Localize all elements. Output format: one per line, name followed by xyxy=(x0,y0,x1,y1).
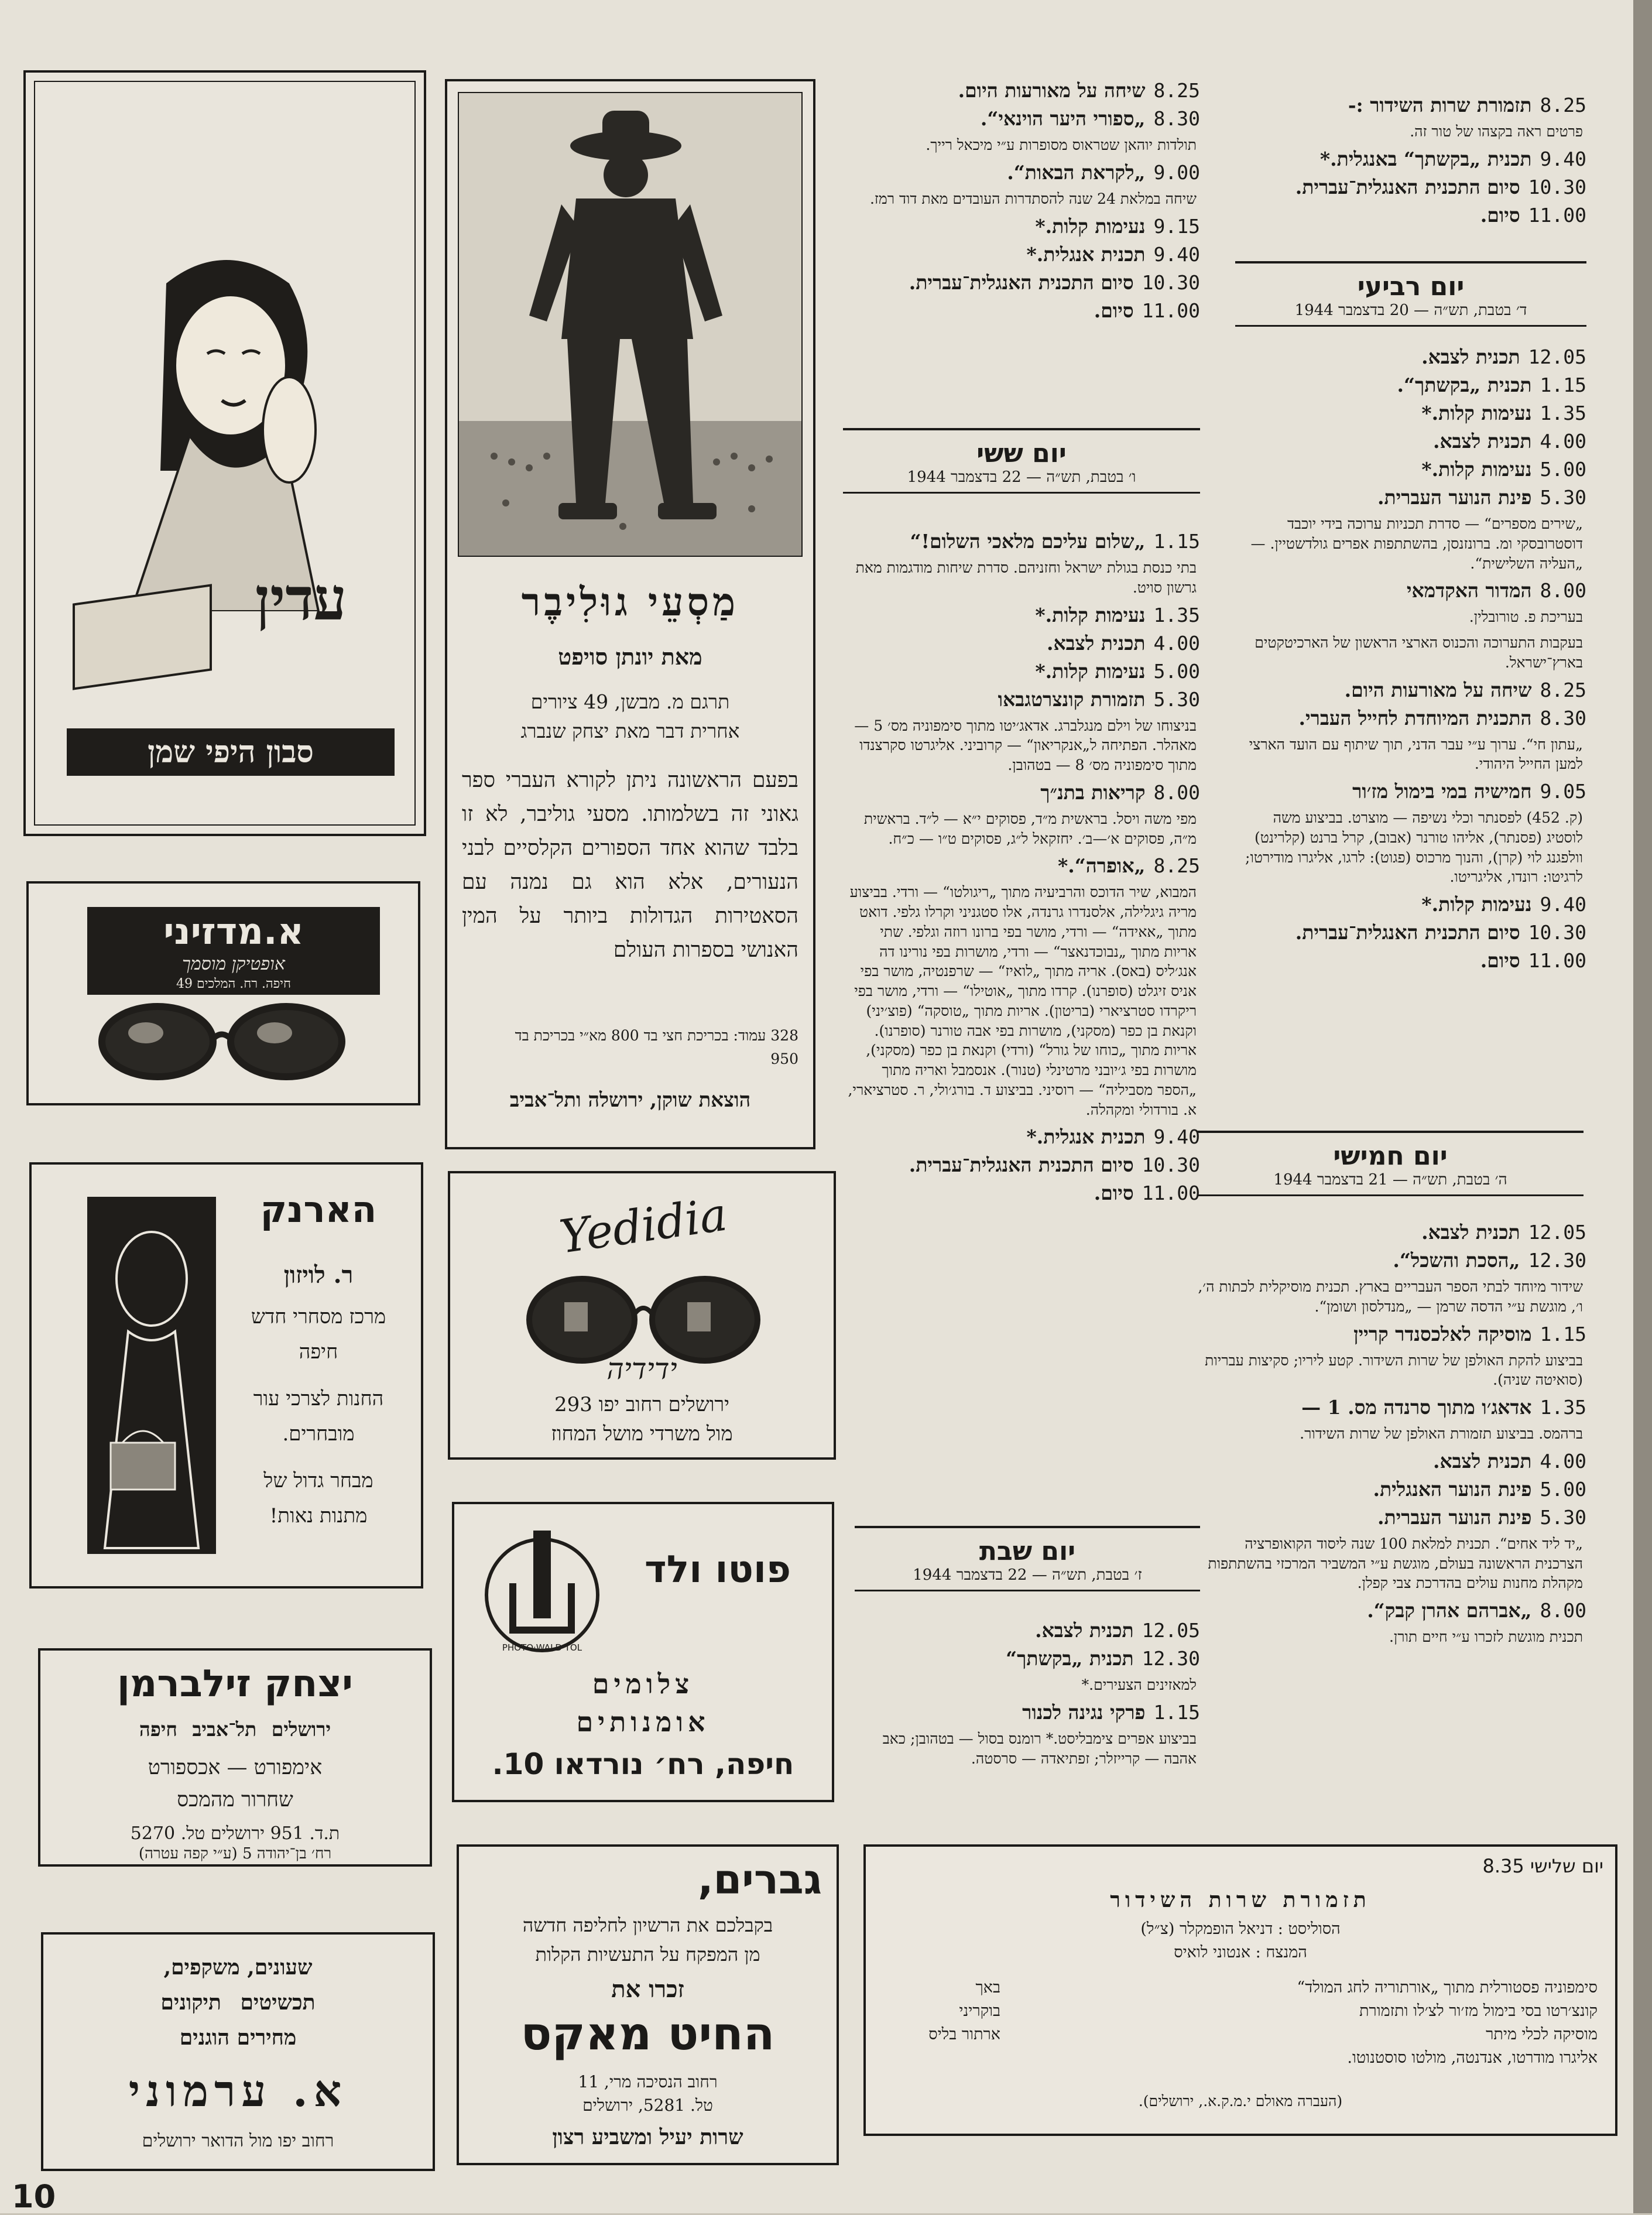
entry-title: סיום. xyxy=(1480,949,1520,972)
haarnak-line: החנות לצרכי עור xyxy=(253,1387,384,1411)
schedule-entry xyxy=(843,1153,1200,1177)
concert-line: קונצ׳רטו בסי בימול מז׳ור לצ׳לו ותזמורת xyxy=(1359,2002,1598,2020)
entry-time: 10.30 xyxy=(1528,921,1586,944)
schedule-thursday xyxy=(1197,1221,1586,1653)
entry-title: שיחה על מאורעות היום. xyxy=(1344,678,1532,701)
schedule-wednesday-tail xyxy=(1235,94,1586,232)
entry-title: „לקראת הבאות“. xyxy=(1007,160,1146,184)
schedule-entry xyxy=(1235,921,1586,944)
entry-detail: מפי משה ויסל. בראשית מ״ד, פסוקים י״א — ל״ד. בראשית מ״ה, פסוקים א׳—ב׳. יחזקאל ל״ג, פסוקים ט״ו — כ״ח. xyxy=(863,810,1197,847)
entry-title: נעימות קלות.* xyxy=(1421,893,1532,916)
entry-detail: „שירים מספרים“ — סדרת תכניות ערוכה בידי יוכבד דוסטרובסקי ומ. ברונזנסן, בהשתתפות אפרים גולדשטיין. —„העליה השלישית“. xyxy=(1250,515,1583,572)
entry-time: 10.30 xyxy=(1142,271,1200,294)
armoni-line: מחירים הוגנים xyxy=(179,2025,297,2050)
madzini-line2: חיפה. רח. המלכים 49 xyxy=(176,977,291,991)
armoni-line: תכשיטים תיקונים xyxy=(160,1990,316,2015)
entry-title: מוסיקה לאלכסנדר קריין xyxy=(1353,1322,1532,1346)
schedule-entry xyxy=(1235,486,1586,573)
woman-portrait-icon xyxy=(96,248,354,611)
schedule-entry xyxy=(855,1619,1200,1642)
zilberman-line: רח׳ בן־יהודה 5 (ע״י קפה עטרה) xyxy=(138,1845,332,1863)
schedule-entry xyxy=(1235,949,1586,973)
haarnak-line: מתנות נאות! xyxy=(269,1504,368,1528)
entry-time: 12.05 xyxy=(1528,345,1586,368)
day-date: ז׳ בטבת, תש״ה — 22 בדצמבר 1944 xyxy=(855,1566,1200,1591)
schedule-entry xyxy=(1235,780,1586,887)
hayit-line: מן המפקח על התעשיות הקלות xyxy=(535,1943,760,1966)
schedule-entry xyxy=(1235,204,1586,227)
entry-time: 8.25 xyxy=(1540,94,1586,117)
entry-title: תכנית אנגלית.* xyxy=(1026,1125,1146,1149)
woman-with-bag-icon xyxy=(87,1197,216,1554)
day-header-saturday xyxy=(855,1516,1200,1600)
schedule-entry xyxy=(843,781,1200,849)
entry-title: נעימות קלות.* xyxy=(1035,214,1146,238)
gulliver-price: 328 עמוד: בכריכת חצי בד 800 מא״י בכריכת בד 950 xyxy=(515,1027,798,1067)
entry-title: פרקי נגינה לכנור xyxy=(1022,1700,1146,1724)
schedule-entry xyxy=(843,243,1200,266)
armoni-address: רחוב יפו מול הדואר ירושלים xyxy=(142,2131,334,2151)
giant-figure-icon xyxy=(459,93,801,556)
entry-time: 8.00 xyxy=(1540,579,1586,602)
page-edge xyxy=(1633,0,1652,2213)
zilberman-line: ת.ד. 951 ירושלים טל. 5270 xyxy=(130,1823,340,1844)
entry-detail: המבוא, שיר הדוכס והרביעיה מתוך „ריגולטו“ — ורדי. בביצוע מריה גיגלילה, אלסנדרו גרנדה, אלו סטגניני וקרלו גלפי. דואט מתוך „אאידה“ — ורדי, מושר בפי ברונו רוזה וגלפי. שתי אריות מתוך „נבוכדנאצר“ — ורדי, מושרות בפי נורינו דה אנג׳ליס (באס). אריה מתוך „לואיז“ — שרפנטיה, מושר בפי אניס זיגלט (סופרנו). קרדו מתוך „אוטילו“ — ורדי, מושר בפי ריקרדו סטרציארי (בריטון). אריות מתוך „טוסקה“ (פוצ׳יני) וקנאת בן כפר (מסקני), מושרות בפי אבה טורנר (סופרנו). אריות מתוך „כוחו של גורל“ (ורדי) וקנאת בן כפר (מסקני), מושרות בפי ג׳יובני מרטינלי (טנור). אנסמבל ואריה מתוך „הספר מסביליה“ — רוסיני. בביצוע ד. בורג׳ולי, ר. סטרציארי, א. בורדולי ומקהלה. xyxy=(848,884,1197,1118)
entry-time: 5.00 xyxy=(1153,659,1200,683)
entry-time: 11.00 xyxy=(1528,203,1586,227)
concert-title: תזמורת שרות השידור xyxy=(1110,1888,1371,1912)
entry-detail: בעריכת פ. טורובלין. xyxy=(1469,608,1583,626)
entry-detail: (ק. 452) לפסנתר וכלי נשיפה — מוצרט. בביצוע משה לוסטיג (פסנתר), אליהו טורנר (אבוב), קרל ברנט (קלרינט) וולפגנג לוי (קרן), והנוך מרכוס (פגוט): לרגו, אליגרו מודירטו; לרגיטו: רונדו, אליגריטו. xyxy=(1245,809,1583,886)
entry-title: סיום התכנית האנגלית־עברית. xyxy=(1295,175,1520,198)
entry-time: 8.25 xyxy=(1153,79,1200,102)
schedule-entry xyxy=(843,107,1200,155)
entry-title: תזמורת שרות השידור :- xyxy=(1348,94,1532,117)
zilberman-cities: ירושלים תל־אביב חיפה xyxy=(139,1718,331,1741)
entry-time: 1.15 xyxy=(1153,530,1200,553)
day-header-friday xyxy=(843,419,1200,502)
hayit-line: טל. 5281, ירושלים xyxy=(582,2096,713,2115)
zilberman-line: שחרור מהמכס xyxy=(177,1788,293,1812)
entry-time: 1.35 xyxy=(1540,402,1586,424)
entry-time: 9.15 xyxy=(1153,214,1200,238)
entry-title: „ספורי היער הוינאי“. xyxy=(980,107,1146,130)
schedule-entry xyxy=(843,688,1200,775)
schedule-entry xyxy=(843,1182,1200,1205)
ad-armoni xyxy=(41,1932,435,2171)
entry-time: 5.30 xyxy=(1540,1505,1586,1529)
entry-time: 9.40 xyxy=(1153,1125,1200,1149)
schedule-thursday-tail xyxy=(843,79,1200,327)
entry-title: נעימות קלות.* xyxy=(1421,458,1532,481)
concert-line: אליגרו מודרטו, אנדנטה, מולטו סוסטנוטו. xyxy=(1347,2049,1598,2067)
entry-detail: בתי כנסת בגולת ישראל וחזניהם. סדרת שיחות מודגמות מאת גרשון סויט. xyxy=(855,559,1197,596)
entry-detail: „יד ליד אחים“. תכנית למלאת 100 שנה ליסוד הקואופרציה הצרכנית הראשונה בעולם, מוגשת ע״י המשביר המרכזי בהשתתפות מקהלת מחנות עולים בהדרכת צבי קפלן. xyxy=(1208,1535,1583,1592)
hayit-title: גברים, xyxy=(697,1855,822,1904)
entry-time: 5.00 xyxy=(1540,1477,1586,1501)
concert-line: מוסיקה לכלי מיתר xyxy=(1486,2025,1598,2043)
entry-title: תזמורת קונצרטגבאו xyxy=(998,687,1146,711)
concert-day-label: יום שלישי 8.35 xyxy=(1482,1855,1603,1877)
hayit-line: בקבלכם את הרשיון לחליפה חדשה xyxy=(522,1914,773,1936)
entry-title: חמישיה במי בימול מז׳ור xyxy=(1352,780,1532,803)
schedule-entry xyxy=(1235,430,1586,453)
gulliver-author: מאת יונתן סויפט xyxy=(558,643,702,670)
photowald-badge: PHOTO·WALD·TOL xyxy=(502,1642,582,1653)
entry-time: 10.30 xyxy=(1142,1153,1200,1177)
schedule-entry xyxy=(843,271,1200,295)
entry-time: 5.30 xyxy=(1153,687,1200,711)
schedule-entry xyxy=(1197,1450,1586,1473)
schedule-entry xyxy=(855,1647,1200,1695)
entry-title: נעימות קלות.* xyxy=(1035,603,1146,627)
hayit-line: שרות יעיל ומשביע רצון xyxy=(552,2125,743,2149)
haarnak-line: חיפה xyxy=(299,1340,338,1364)
yedidia-address: ירושלים רחוב יפו 293 xyxy=(554,1393,730,1416)
entry-time: 12.30 xyxy=(1528,1249,1586,1272)
entry-title: „שלום עליכם מלאכי השלום!“ xyxy=(910,530,1146,553)
entry-title: „הסכת והשכל“. xyxy=(1393,1249,1520,1272)
schedule-entry xyxy=(843,854,1200,1120)
entry-title: תכנית „בקשתך“ באנגלית.* xyxy=(1319,147,1532,170)
entry-title: תכנית לצבא. xyxy=(1035,1619,1134,1642)
entry-time: 9.00 xyxy=(1153,160,1200,184)
concert-soloist: הסוליסט : דניאל הופמקלר (צ״ל) xyxy=(1140,1920,1341,1938)
photowald-address: חיפה, רח׳ נורדאו 10. xyxy=(492,1747,794,1781)
entry-time: 1.15 xyxy=(1153,1700,1200,1724)
entry-detail: שידור מיוחד לבתי הספר העבריים בארץ. תכנית מוסיקלית לכתות ה׳, ו׳, מוגשת ע״י הדסה שרמן — „מנדלסון ושומן“. xyxy=(1198,1278,1583,1315)
entry-detail: פרטים ראה בקצהו של טור זה. xyxy=(1410,123,1583,140)
yedidia-logo: Yedidia xyxy=(556,1188,731,1264)
photowald-title: פוטו ולד xyxy=(644,1548,791,1591)
entry-title: סיום התכנית האנגלית־עברית. xyxy=(909,271,1134,294)
entry-title: התכנית המיוחדת לחייל העברי. xyxy=(1298,706,1532,730)
entry-time: 11.00 xyxy=(1528,949,1586,972)
schedule-entry xyxy=(1197,1396,1586,1444)
entry-time: 4.00 xyxy=(1540,430,1586,453)
entry-time: 1.15 xyxy=(1540,374,1586,396)
schedule-entry xyxy=(1235,893,1586,916)
concert-composer: באך xyxy=(975,1978,1000,1997)
ad-photo-wald xyxy=(452,1502,834,1802)
ad-gulliver xyxy=(445,79,815,1149)
entry-time: 4.00 xyxy=(1153,631,1200,655)
entry-title: תכנית „בקשתך“. xyxy=(1397,374,1532,396)
entry-title: שיחה על מאורעות היום. xyxy=(958,79,1146,102)
entry-title: סיום התכנית האנגלית־עברית. xyxy=(909,1153,1134,1177)
entry-title: סיום התכנית האנגלית־עברית. xyxy=(1295,921,1520,944)
schedule-saturday xyxy=(855,1619,1200,1774)
day-title: יום שבת xyxy=(979,1536,1076,1566)
schedule-wednesday xyxy=(1235,345,1586,977)
day-title: יום רביעי xyxy=(1357,272,1465,302)
schedule-entry xyxy=(1235,374,1586,397)
entry-time: 9.40 xyxy=(1540,893,1586,916)
ad-zilberman xyxy=(38,1648,432,1867)
photowald-line: אומנותים xyxy=(576,1706,710,1738)
entry-title: המדור האקדמאי xyxy=(1406,579,1532,602)
schedule-entry xyxy=(843,1125,1200,1149)
ad-haarnak xyxy=(29,1162,423,1588)
concert-composer: ארתור בליס xyxy=(928,2025,1000,2043)
armoni-name: א. ערמוני xyxy=(128,2066,348,2117)
entry-detail: תולדות יוהאן שטראוס מסופרות ע״י מיכאל רייך. xyxy=(926,136,1197,153)
entry-time: 8.00 xyxy=(1540,1599,1586,1622)
entry-time: 5.30 xyxy=(1540,486,1586,509)
ad-adin-soap xyxy=(23,70,426,836)
concert-composer: בוקריני xyxy=(959,2002,1000,2020)
entry-time: 12.05 xyxy=(1528,1221,1586,1244)
haarnak-title: הארנק xyxy=(260,1188,377,1231)
schedule-entry xyxy=(1197,1599,1586,1647)
entry-title: פינת הנוער העברית. xyxy=(1377,1505,1532,1529)
schedule-entry xyxy=(843,632,1200,655)
entry-time: 9.05 xyxy=(1540,780,1586,803)
entry-time: 8.00 xyxy=(1153,780,1200,804)
entry-title: נעימות קלות.* xyxy=(1421,402,1532,424)
schedule-entry xyxy=(1197,1249,1586,1317)
madzini-line1: אופטיקן מוסמך xyxy=(182,954,285,974)
entry-title: תכנית לצבא. xyxy=(1432,1449,1532,1473)
entry-title: פינת הנוער האנגלית. xyxy=(1373,1477,1532,1501)
entry-detail: בניצוחו של וילם מנגלברג. אדאג׳יטו מתוך סימפוניה מס׳ 5 — מאהלר. הפתיחה ל„אנקריאון“ — קרוביני. אליגרטו סקרצנדו מתוך סימפוניה מס׳ 8 — בטהובן. xyxy=(854,717,1197,773)
entry-time: 8.30 xyxy=(1540,706,1586,730)
schedule-entry xyxy=(855,1701,1200,1769)
haarnak-owner: ר. לויזון xyxy=(283,1261,354,1289)
entry-time: 1.35 xyxy=(1540,1396,1586,1419)
entry-title: סיום. xyxy=(1094,299,1134,322)
entry-time: 4.00 xyxy=(1540,1449,1586,1473)
ad-yedidia xyxy=(448,1171,836,1460)
day-title: יום ששי xyxy=(976,439,1067,468)
schedule-entry xyxy=(843,79,1200,102)
hayit-line: זכרו את xyxy=(611,1976,684,2003)
schedule-entry xyxy=(843,161,1200,209)
entry-time: 12.05 xyxy=(1142,1619,1200,1642)
hayit-brand: החיט מאקס xyxy=(520,2008,775,2060)
entry-time: 9.40 xyxy=(1153,242,1200,266)
zilberman-name: יצחק זילברמן xyxy=(116,1662,354,1706)
gulliver-title: מַסְעֵי גוּלִיבֶר xyxy=(521,579,739,625)
day-date: ה׳ בטבת, תש״ה — 21 בדצמבר 1944 xyxy=(1197,1171,1584,1196)
entry-time: 10.30 xyxy=(1528,175,1586,198)
schedule-entry xyxy=(1197,1323,1586,1391)
entry-title: אדאג׳ו מתוך סרנדה מס. 1 — xyxy=(1301,1396,1532,1419)
hayit-line: רחוב הנסיכה מרי, 11 xyxy=(578,2072,718,2091)
page-number: 10 xyxy=(12,2178,56,2215)
camera-tripod-icon xyxy=(478,1525,606,1659)
haarnak-illustration xyxy=(87,1197,216,1554)
adin-slogan: סבון היפי שמן xyxy=(67,728,395,776)
entry-title: תכנית לצבא. xyxy=(1432,430,1532,453)
madzini-name: א.מדזיני xyxy=(163,910,304,953)
entry-time: 11.00 xyxy=(1142,299,1200,322)
gulliver-translator: תרגם מ. מבשן, 49 ציורים xyxy=(530,690,730,713)
entry-title: סיום. xyxy=(1094,1182,1134,1205)
entry-detail: בביצוע אפרים צימבליסט.* רומנס בסול — בטהובן; כאב אהבה — קרייזלר; זפתיאדה — סרסטה. xyxy=(882,1730,1197,1767)
entry-time: 8.25 xyxy=(1153,854,1200,878)
schedule-entry xyxy=(1197,1221,1586,1244)
schedule-entry xyxy=(1197,1506,1586,1593)
schedule-entry xyxy=(1235,345,1586,369)
day-date: ו׳ בטבת, תש״ה — 22 בדצמבר 1944 xyxy=(843,468,1200,494)
glasses-icon xyxy=(76,998,368,1091)
entry-title: תכנית אנגלית.* xyxy=(1026,242,1146,266)
entry-time: 1.35 xyxy=(1153,603,1200,627)
concert-footer: (העברה מאולם י.מ.ק.א., ירושלים). xyxy=(1138,2093,1343,2110)
day-header-thursday xyxy=(1197,1121,1584,1204)
entry-title: תכנית לצבא. xyxy=(1421,345,1520,368)
photowald-line: צלומים xyxy=(592,1668,694,1700)
yedidia-address: מול משרדי מושל המחוז xyxy=(551,1422,733,1446)
entry-title: נעימות קלות.* xyxy=(1035,659,1146,683)
yedidia-hebrew: ידידיה xyxy=(606,1352,677,1386)
gulliver-illustration xyxy=(458,92,803,557)
entry-time: 8.30 xyxy=(1153,107,1200,130)
entry-title: תכנית „בקשתך“ xyxy=(1006,1647,1134,1670)
schedule-entry xyxy=(1235,707,1586,775)
ad-hahayit-max xyxy=(457,1844,839,2165)
entry-title: קריאות בתנ״ך xyxy=(1040,780,1146,804)
entry-title: פינת הנוער העברית. xyxy=(1377,486,1532,509)
gulliver-body: בפעם הראשונה ניתן לקורא העברי ספר גאוני זה בשלמותו. מסעי גוליבר, לא זו בלבד שהוא אחד הספורים הקלסיים לבני הנעורים, אלא הוא גם נמנה עם הסאטירות הגדולות ביותר על המין האנושי בספרות העולם xyxy=(462,768,798,962)
entry-detail: ברהמס. בביצוע תזמורת האולפן של שרות השידור. xyxy=(1300,1425,1583,1442)
schedule-entry xyxy=(1235,458,1586,481)
entry-detail: למאזינים הצעירים.* xyxy=(1081,1676,1197,1693)
armoni-line: שעונים, משקפים, xyxy=(163,1955,313,1980)
entry-time: 5.00 xyxy=(1540,458,1586,481)
adin-brand: עדין xyxy=(255,564,347,634)
entry-detail: בביצוע להקת האולפן של שרות השידור. קטע ליריו; סקיצות עבריות (סואיטה שניה). xyxy=(1205,1351,1583,1389)
schedule-entry xyxy=(843,530,1200,598)
entry-detail: בעקבות התערוכה והכנוס הארצי הראשון של הארכיטקטים בארץ־ישראל. xyxy=(1255,634,1583,671)
entry-title: „אופרה“.* xyxy=(1058,854,1146,878)
schedule-entry xyxy=(1235,402,1586,425)
schedule-entry xyxy=(1197,1478,1586,1501)
day-header-wednesday xyxy=(1235,252,1586,335)
schedule-entry xyxy=(1235,94,1586,142)
entry-detail: „עתון חי“. ערוך ע״י עבר הדני, תוך שיתוף עם הועד הארצי למען החייל היהודי. xyxy=(1249,735,1583,773)
haarnak-line: מובחרים. xyxy=(282,1422,355,1446)
entry-time: 12.30 xyxy=(1142,1647,1200,1670)
schedule-entry xyxy=(843,215,1200,238)
day-date: ד׳ בטבת, תש״ה — 20 בדצמבר 1944 xyxy=(1235,302,1586,327)
entry-time: 9.40 xyxy=(1540,147,1586,170)
ad-madzini-optician xyxy=(26,881,420,1105)
schedule-entry xyxy=(1235,176,1586,199)
haarnak-line: מרכז מסחרי חדש xyxy=(251,1305,386,1329)
schedule-entry xyxy=(843,299,1200,323)
concert-box xyxy=(863,1844,1617,2136)
entry-title: „אברהם אהרן קבק“. xyxy=(1367,1599,1532,1622)
schedule-entry xyxy=(1235,579,1586,627)
concert-conductor: המנצח : אנטוני לואיס xyxy=(1174,1943,1307,1961)
schedule-entry xyxy=(843,660,1200,683)
schedule-entry xyxy=(843,604,1200,627)
schedule-entry xyxy=(1235,633,1586,673)
zilberman-line: אימפורט — אכספורט xyxy=(148,1756,323,1779)
entry-time: 11.00 xyxy=(1142,1182,1200,1205)
entry-title: תכנית לצבא. xyxy=(1046,631,1146,655)
entry-detail: תכנית מוגשת לזכרו ע״י חיים תורן. xyxy=(1389,1628,1583,1645)
entry-detail: שיחה במלאת 24 שנה להסתדרות העובדים מאת דוד רמז. xyxy=(869,190,1197,207)
schedule-entry xyxy=(1235,148,1586,171)
concert-line: סימפוניה פסטורלית מתוך „אורתוריה לחג המולד“ xyxy=(1297,1978,1598,1997)
schedule-entry xyxy=(1235,679,1586,702)
gulliver-afterword: אחרית דבר מאת יצחק שנברג xyxy=(520,720,740,742)
entry-time: 8.25 xyxy=(1540,678,1586,701)
entry-time: 1.15 xyxy=(1540,1322,1586,1346)
schedule-friday xyxy=(843,530,1200,1210)
entry-title: סיום. xyxy=(1480,203,1520,227)
day-title: יום חמישי xyxy=(1333,1141,1448,1171)
gulliver-publisher: הוצאת שוקן, ירושלה ותל־אביב xyxy=(509,1088,751,1112)
haarnak-line: מבחר גדול של xyxy=(263,1469,373,1492)
entry-title: תכנית לצבא. xyxy=(1421,1221,1520,1244)
